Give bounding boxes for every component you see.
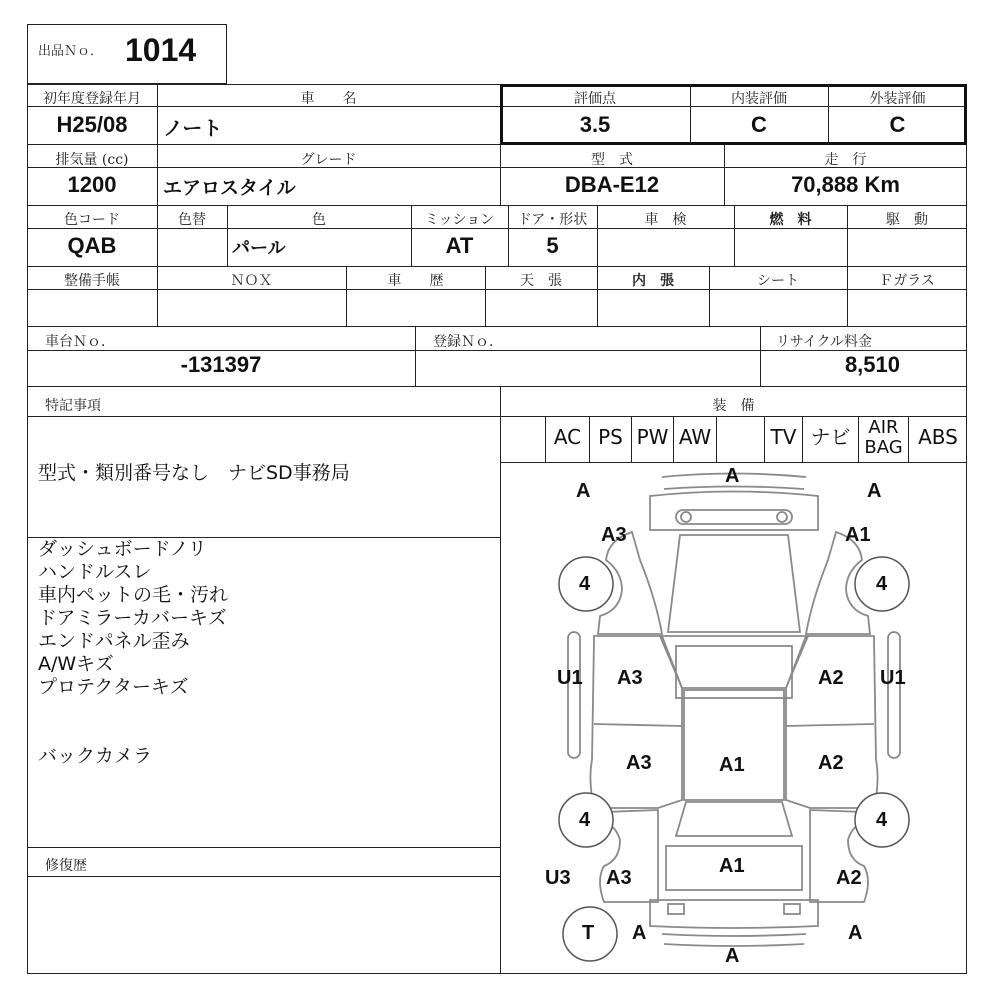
mission-label: ミッション: [424, 212, 495, 228]
mark-front-right-tire: 4: [876, 573, 888, 595]
equip-cell: [510, 416, 545, 462]
mark-right-front-door: A2: [818, 667, 844, 689]
recycle-label: リサイクル料金: [776, 334, 873, 350]
displacement-value: 1200: [67, 172, 117, 197]
reg-label: 登録Ｎｏ．: [433, 334, 503, 350]
note-line: ダッシュボードノリ: [38, 538, 207, 560]
door-value: 5: [546, 233, 559, 258]
equip-cell: [716, 416, 764, 462]
history-label: 車 歴: [387, 273, 444, 289]
mark-rear-left-corner: A: [632, 922, 647, 944]
lot-number: 1014: [125, 32, 197, 68]
mark-right-rear-door: A2: [818, 752, 844, 774]
repaint-label: 色替: [178, 212, 206, 228]
mark-rear-right-corner: A: [848, 922, 863, 944]
mark-front-left-corner: A: [576, 480, 591, 502]
mark-left-step: U1: [557, 667, 583, 689]
roof-label: 天 張: [520, 273, 562, 289]
seat-label: シート: [757, 273, 799, 289]
equipment-label: 装 備: [712, 398, 755, 414]
equip-airbag: AIR BAG: [858, 416, 908, 462]
inspection-label: 車 検: [644, 212, 687, 228]
maintenance-label: 整備手帳: [64, 273, 120, 289]
recycle-value: 8,510: [844, 352, 900, 377]
equip-pw: PW: [631, 416, 673, 462]
mark-right-quarter: A2: [836, 867, 862, 889]
color-code-label: 色コード: [64, 212, 120, 228]
mark-front-right-corner: A: [867, 480, 882, 502]
mark-left-rear-step: U3: [545, 867, 571, 889]
lot-label: 出品Ｎｏ．: [38, 44, 104, 59]
model-value: DBA-E12: [564, 172, 660, 197]
mark-right-step: U1: [880, 667, 906, 689]
displacement-label: 排気量 (cc): [55, 152, 129, 168]
color-code-value: QAB: [67, 233, 117, 258]
interior-trim-label: 内 張: [632, 273, 674, 289]
note-extra: バックカメラ: [38, 745, 153, 767]
grade-label: グレード: [300, 152, 357, 168]
note-line: A/Wキズ: [38, 653, 114, 675]
note-line: ハンドルスレ: [38, 561, 152, 583]
first-reg-value: H25/08: [56, 112, 128, 137]
mark-left-front-door: A3: [617, 667, 643, 689]
mark-trunk: A1: [719, 855, 745, 877]
score-value: 3.5: [579, 112, 611, 137]
mark-front-bumper: A: [725, 465, 740, 487]
equip-navi: ナビ: [802, 416, 858, 462]
equip-ps: PS: [589, 416, 631, 462]
chassis-value: -131397: [180, 352, 262, 377]
drive-label: 駆 動: [886, 212, 928, 228]
fglass-label: Ｆガラス: [879, 273, 935, 289]
mileage-label: 走 行: [824, 152, 867, 168]
exterior-value: C: [889, 112, 906, 137]
equip-tv: TV: [764, 416, 802, 462]
exterior-label: 外装評価: [869, 91, 926, 107]
mark-rear-left-tire: 4: [579, 809, 591, 831]
chassis-label: 車台Ｎｏ．: [45, 334, 115, 350]
mark-rear-right-tire: 4: [876, 809, 888, 831]
color-value: パール: [232, 238, 286, 259]
door-label: ドア・形状: [517, 212, 588, 228]
mission-value: AT: [445, 233, 474, 258]
car-diagram: [501, 463, 966, 973]
first-reg-label: 初年度登録年月: [43, 91, 141, 107]
mark-left-quarter: A3: [606, 867, 632, 889]
mark-left-fender: A3: [601, 524, 627, 546]
equip-aw: AW: [673, 416, 716, 462]
repair-label: 修復歴: [45, 858, 87, 874]
fuel-label: 燃 料: [769, 212, 812, 228]
mark-left-rear-door: A3: [626, 752, 652, 774]
interior-value: C: [751, 112, 767, 137]
equip-abs: ABS: [908, 416, 967, 462]
mark-spare-tire: T: [582, 922, 595, 944]
model-label: 型 式: [591, 152, 633, 168]
mark-rear-bumper: A: [725, 945, 740, 967]
nox-label: ＮＯＸ: [230, 273, 273, 289]
grade-value: エアロスタイル: [163, 177, 296, 199]
special-label: 特記事項: [45, 398, 101, 414]
interior-label: 内装評価: [731, 91, 787, 107]
equip-ac: AC: [545, 416, 589, 462]
score-label: 評価点: [574, 91, 616, 107]
note-line: エンドパネル歪み: [38, 630, 190, 652]
note-line: プロテクターキズ: [38, 676, 189, 698]
mark-front-left-tire: 4: [579, 573, 591, 595]
note-line: ドアミラーカバーキズ: [38, 607, 227, 629]
color-label: 色: [312, 212, 326, 228]
mileage-value: 70,888 Km: [791, 172, 900, 197]
car-name-label: 車 名: [300, 91, 357, 107]
special-line: 型式・類別番号なし ナビSD事務局: [38, 462, 350, 484]
car-name-value: ノート: [163, 116, 223, 140]
note-line: 車内ペットの毛・汚れ: [38, 584, 229, 606]
mark-right-fender: A1: [845, 524, 871, 546]
mark-roof: A1: [719, 754, 745, 776]
